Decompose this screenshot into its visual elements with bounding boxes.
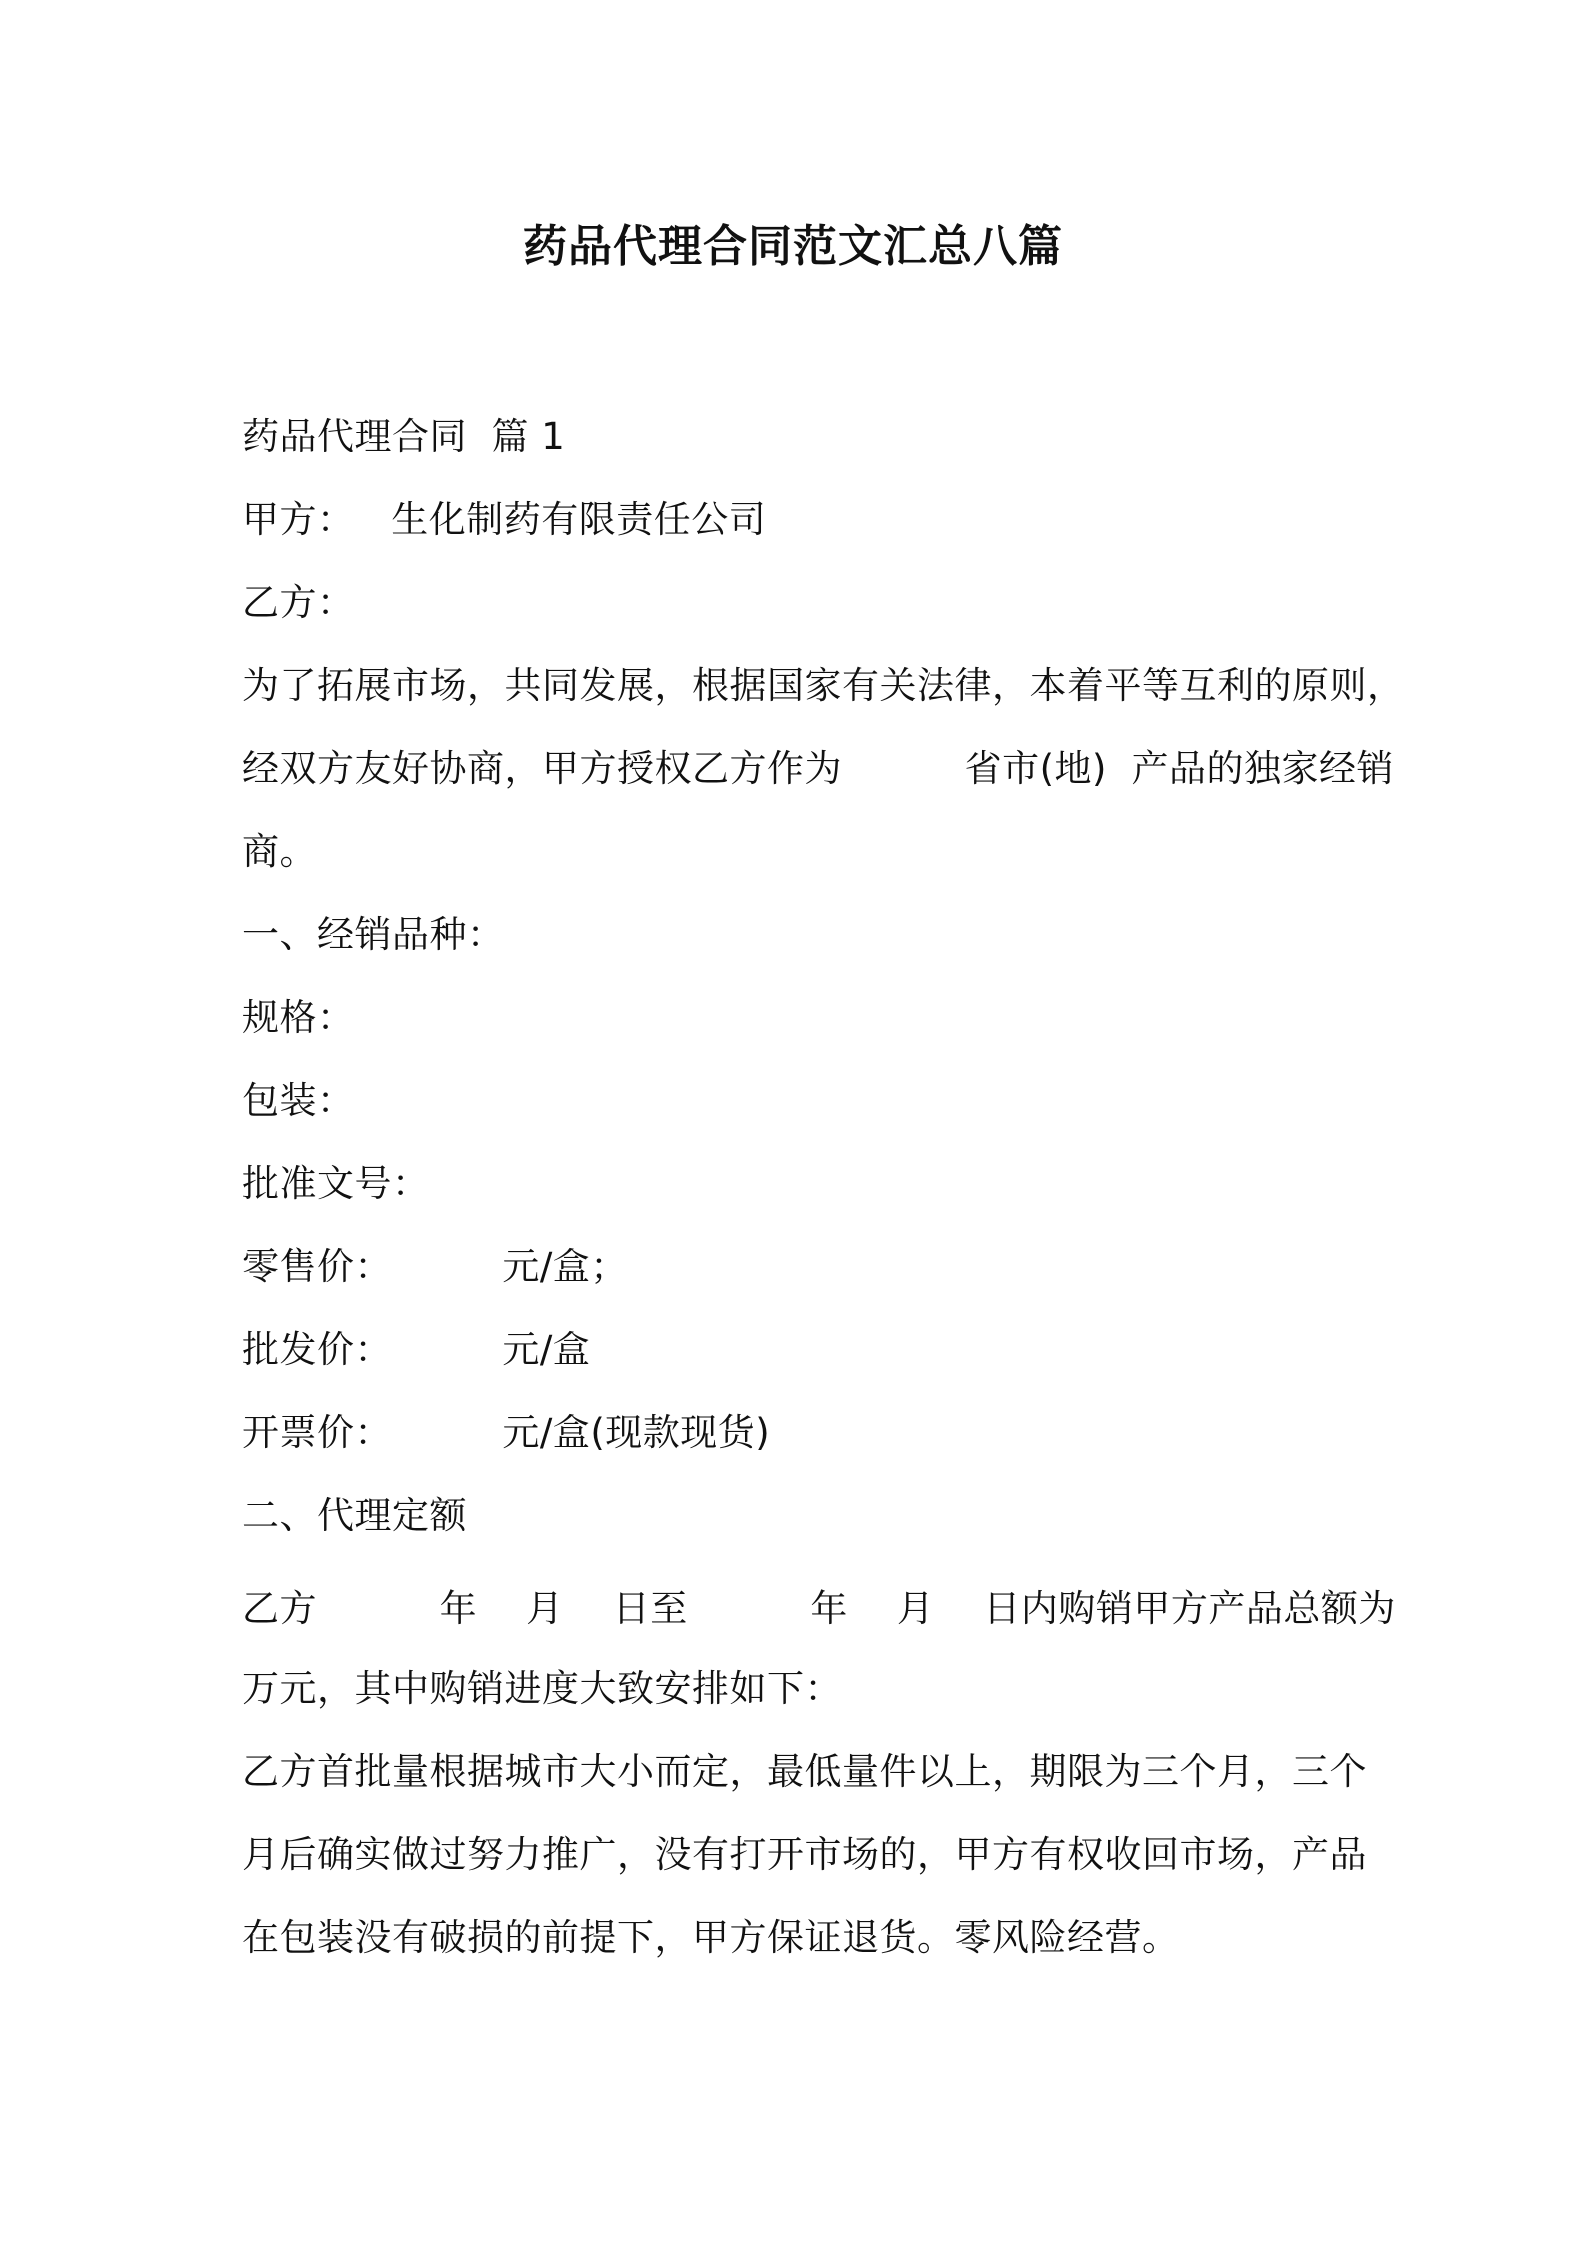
party-a-line: 甲方： 生化制药有限责任公司 [242, 498, 767, 541]
paragraph-line: 乙方首批量根据城市大小而定，最低量件以上，期限为三个月，三个 [242, 1750, 1367, 1793]
paragraph-line: 为了拓展市场，共同发展，根据国家有关法律，本着平等互利的原则， [242, 664, 1405, 707]
clause-heading: 一、经销品种： [242, 913, 505, 956]
paragraph-line: 乙方 年 月 日至 年 月 日内购销甲方产品总额为 [242, 1587, 1396, 1630]
field-line: 包装： [242, 1079, 355, 1122]
field-line: 规格： [242, 996, 355, 1039]
paragraph-line: 商。 [242, 830, 317, 873]
field-line: 开票价： 元/盒(现款现货) [242, 1411, 771, 1454]
field-line: 批准文号： [242, 1162, 430, 1205]
party-b-line: 乙方： [242, 581, 355, 624]
section-heading: 药品代理合同 篇 1 [242, 415, 566, 458]
field-line: 批发价： 元/盒 [242, 1328, 591, 1371]
field-line: 零售价： 元/盒； [242, 1245, 628, 1288]
document-title: 药品代理合同范文汇总八篇 [523, 221, 1063, 272]
paragraph-line: 经双方友好协商，甲方授权乙方作为 省市(地) 产品的独家经销 [242, 747, 1395, 790]
paragraph-line: 万元，其中购销进度大致安排如下： [242, 1667, 842, 1710]
paragraph-line: 月后确实做过努力推广，没有打开市场的，甲方有权收回市场，产品 [242, 1833, 1367, 1876]
clause-heading: 二、代理定额 [242, 1494, 467, 1537]
paragraph-line: 在包装没有破损的前提下，甲方保证退货。零风险经营。 [242, 1916, 1180, 1959]
